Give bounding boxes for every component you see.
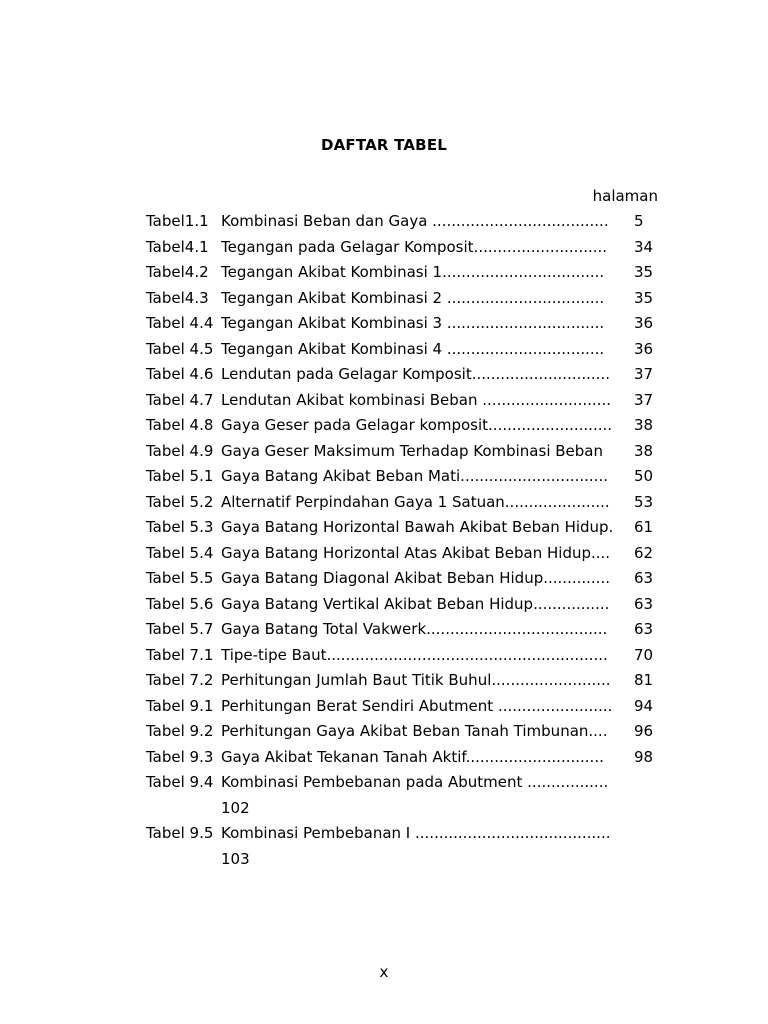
page-number: 70 bbox=[634, 645, 654, 664]
page-number: 36 bbox=[634, 314, 654, 332]
list-item bbox=[146, 439, 666, 465]
table-title: Gaya Geser pada Gelagar komposit.......................... bbox=[221, 416, 613, 434]
page-number: 5 bbox=[634, 212, 644, 230]
list-item bbox=[146, 413, 666, 439]
page-number: 63 bbox=[634, 569, 654, 587]
page-number: 37 bbox=[634, 390, 654, 409]
page-number: 63 bbox=[634, 620, 654, 638]
page-number: 96 bbox=[634, 722, 654, 740]
table-label: Tabel 9.2 bbox=[146, 722, 214, 740]
list-item bbox=[146, 286, 666, 312]
table-label: Tabel 4.7 bbox=[146, 390, 214, 409]
table-title: Tegangan Akibat Kombinasi 2 ................................. bbox=[221, 288, 605, 307]
page-number: 35 bbox=[634, 288, 654, 307]
table-title: Gaya Batang Horizontal Atas Akibat Beban Hidup.... bbox=[221, 543, 611, 562]
list-item bbox=[146, 464, 666, 490]
list-item bbox=[146, 668, 666, 694]
list-item bbox=[146, 388, 666, 414]
table-label: Tabel 5.3 bbox=[146, 518, 214, 536]
page-column-header: halaman bbox=[592, 187, 658, 205]
list-item bbox=[146, 770, 666, 821]
table-label: Tabel 9.5 bbox=[146, 824, 214, 842]
list-item bbox=[146, 617, 666, 643]
table-label: Tabel 4.8 bbox=[146, 416, 214, 434]
table-label: Tabel 9.1 bbox=[146, 696, 214, 715]
table-label: Tabel 4.6 bbox=[146, 365, 214, 383]
table-label: Tabel 4.9 bbox=[146, 441, 214, 460]
table-label: Tabel4.1 bbox=[146, 237, 209, 256]
table-label: Tabel1.1 bbox=[146, 212, 209, 230]
table-list bbox=[146, 209, 666, 872]
table-label: Tabel 7.1 bbox=[146, 645, 214, 664]
table-label: Tabel 5.5 bbox=[146, 569, 214, 587]
list-item bbox=[146, 643, 666, 669]
table-label: Tabel 5.6 bbox=[146, 594, 214, 613]
page-number: 38 bbox=[634, 416, 654, 434]
list-item bbox=[146, 566, 666, 592]
list-item bbox=[146, 337, 666, 363]
table-label: Tabel4.3 bbox=[146, 288, 209, 307]
table-title: Tipe-tipe Baut........................................................... bbox=[221, 645, 608, 664]
table-label: Tabel 5.2 bbox=[146, 492, 214, 511]
table-label: Tabel 5.4 bbox=[146, 543, 214, 562]
table-title: Perhitungan Gaya Akibat Beban Tanah Timbunan.... bbox=[221, 722, 608, 740]
list-item bbox=[146, 694, 666, 720]
page-number: 98 bbox=[634, 747, 654, 766]
list-item bbox=[146, 260, 666, 286]
list-item bbox=[146, 592, 666, 618]
table-title: Lendutan Akibat kombinasi Beban ........................... bbox=[221, 390, 612, 409]
page-number: 38 bbox=[634, 441, 654, 460]
page-number: 61 bbox=[634, 518, 654, 536]
page-number: 94 bbox=[634, 696, 654, 715]
table-title: Kombinasi Pembebanan pada Abutment ................. bbox=[221, 773, 609, 791]
page-title: DAFTAR TABEL bbox=[320, 136, 448, 154]
table-title: Gaya Batang Akibat Beban Mati............................... bbox=[221, 467, 608, 485]
table-label: Tabel4.2 bbox=[146, 263, 209, 281]
list-item bbox=[146, 515, 666, 541]
table-title: Tegangan Akibat Kombinasi 4 ................................. bbox=[221, 339, 605, 358]
table-title: Kombinasi Pembebanan I ......................................... bbox=[221, 824, 611, 842]
page-number: 81 bbox=[634, 671, 654, 689]
page-number: 50 bbox=[634, 467, 654, 485]
page-number: 63 bbox=[634, 594, 654, 613]
table-label: Tabel 4.5 bbox=[146, 339, 214, 358]
list-item bbox=[146, 719, 666, 745]
list-item bbox=[146, 362, 666, 388]
table-title: Tegangan Akibat Kombinasi 3 ................................. bbox=[221, 314, 605, 332]
page-footer-number: x bbox=[379, 963, 389, 981]
list-item bbox=[146, 541, 666, 567]
table-title: Gaya Akibat Tekanan Tanah Aktif............................. bbox=[221, 747, 604, 766]
table-title: Kombinasi Beban dan Gaya ..................................... bbox=[221, 212, 609, 230]
table-label: Tabel 9.3 bbox=[146, 747, 214, 766]
page-number: 53 bbox=[634, 492, 654, 511]
table-title: Gaya Batang Total Vakwerk...................................... bbox=[221, 620, 608, 638]
list-item bbox=[146, 311, 666, 337]
table-label: Tabel 4.4 bbox=[146, 314, 214, 332]
table-title: Alternatif Perpindahan Gaya 1 Satuan...................... bbox=[221, 492, 610, 511]
table-label: Tabel 5.7 bbox=[146, 620, 214, 638]
page-number: 34 bbox=[634, 237, 654, 256]
table-label: Tabel 7.2 bbox=[146, 671, 214, 689]
list-item bbox=[146, 821, 666, 872]
table-title: Gaya Batang Vertikal Akibat Beban Hidup................ bbox=[221, 594, 610, 613]
table-label: Tabel 9.4 bbox=[146, 773, 214, 791]
table-title: Gaya Batang Diagonal Akibat Beban Hidup.............. bbox=[221, 569, 610, 587]
page-number: 103 bbox=[221, 849, 250, 868]
table-title: Tegangan pada Gelagar Komposit............................ bbox=[221, 237, 608, 256]
page-number: 35 bbox=[634, 263, 654, 281]
table-title: Perhitungan Jumlah Baut Titik Buhul......................... bbox=[221, 671, 611, 689]
page-number: 62 bbox=[634, 543, 654, 562]
table-label: Tabel 5.1 bbox=[146, 467, 214, 485]
list-item bbox=[146, 209, 666, 235]
table-title: Lendutan pada Gelagar Komposit............................. bbox=[221, 365, 610, 383]
table-title: Gaya Geser Maksimum Terhadap Kombinasi Beban bbox=[221, 441, 603, 460]
list-item bbox=[146, 235, 666, 261]
page-number: 102 bbox=[221, 798, 250, 817]
page-number: 37 bbox=[634, 365, 654, 383]
table-title: Tegangan Akibat Kombinasi 1.................................. bbox=[221, 263, 605, 281]
page-number: 36 bbox=[634, 339, 654, 358]
list-item bbox=[146, 745, 666, 771]
table-title: Perhitungan Berat Sendiri Abutment ........................ bbox=[221, 696, 613, 715]
list-item bbox=[146, 490, 666, 516]
table-title: Gaya Batang Horizontal Bawah Akibat Beban Hidup. bbox=[221, 518, 614, 536]
